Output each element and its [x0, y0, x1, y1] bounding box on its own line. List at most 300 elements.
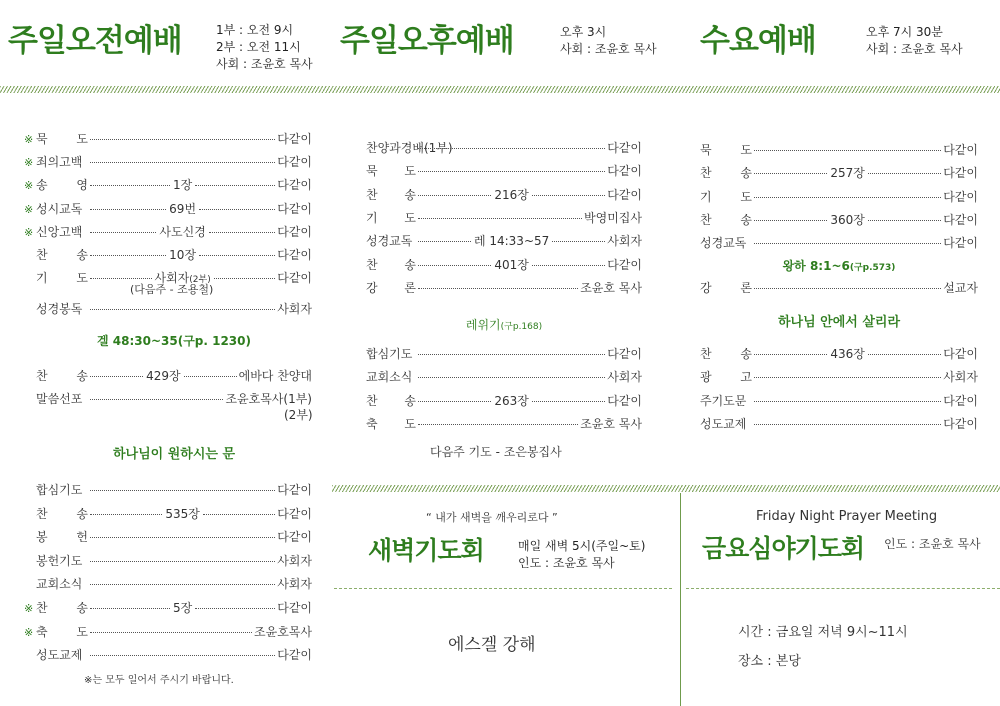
row-label-part: 송	[36, 178, 48, 193]
order-row	[366, 186, 642, 203]
leader-dots	[90, 490, 275, 491]
header-divider	[0, 86, 1000, 93]
order-row	[366, 162, 642, 179]
row-mid-text: 216장	[494, 187, 529, 202]
order-row	[36, 552, 312, 569]
friday-dash-divider	[686, 588, 1000, 589]
row-mid	[168, 246, 197, 263]
row-right: 조윤호목사(1부)	[225, 392, 312, 406]
row-right: 다같이	[277, 601, 313, 615]
row-right: 사회자	[607, 370, 642, 385]
leader-dots	[90, 209, 166, 210]
row-label-part: 헌	[76, 530, 88, 545]
row-label	[366, 256, 416, 273]
morning-sermon-row	[36, 390, 312, 407]
row-label	[700, 234, 752, 251]
row-label	[36, 575, 88, 592]
leader-dots	[754, 220, 827, 221]
leader-dots	[754, 401, 941, 402]
afternoon-sermon-title	[366, 316, 642, 333]
row-right: 다같이	[943, 189, 978, 204]
afternoon-info-line: 사회 : 조윤호 목사	[560, 42, 657, 56]
row-label-text: 신앙고백	[36, 224, 83, 239]
leader-dots	[754, 243, 941, 244]
row-mid-text: 436장	[830, 347, 865, 361]
friday-leader: 인도 : 조윤호 목사	[884, 537, 981, 551]
morning-sermon-second: (2부)	[284, 408, 313, 422]
row-mid	[164, 505, 201, 522]
row-mid-text: 레 14:33~57	[473, 234, 550, 249]
row-right: 조윤호목사	[254, 624, 312, 639]
leader-dots	[418, 288, 578, 289]
row-label-part: 도	[76, 271, 88, 286]
row-label	[36, 223, 88, 240]
dawn-quote: “ 내가 새벽을 깨우리로다 ”	[426, 511, 558, 524]
leader-dots	[90, 185, 170, 186]
friday-title: 금요심야기도회	[702, 534, 865, 563]
wednesday-sermon-row	[700, 279, 978, 296]
order-row	[700, 141, 978, 158]
row-label-text: 성경교독	[700, 236, 747, 251]
leader-dots	[868, 220, 941, 221]
morning-service-title: 주일오전예배	[8, 23, 182, 59]
wednesday-scripture-main: 왕하 8:1~6	[782, 259, 850, 273]
afternoon-service-title: 주일오후예배	[340, 23, 514, 59]
row-mid	[493, 186, 530, 203]
row-label: 성경봉독	[36, 302, 83, 316]
row-mid	[829, 211, 866, 228]
row-label	[700, 164, 752, 181]
leader-dots	[199, 255, 275, 256]
leader-dots	[418, 354, 605, 355]
leader-dots	[195, 608, 275, 609]
row-right: 다같이	[277, 201, 312, 216]
row-label-part: 송	[76, 369, 88, 383]
row-label-part: 론	[404, 280, 416, 295]
row-label-text: 합심기도	[366, 347, 413, 361]
row-right: 사회자	[607, 234, 643, 249]
row-mid-text: 5장	[173, 601, 193, 615]
leader-dots	[90, 255, 166, 256]
row-label	[36, 269, 88, 286]
row-label-part: 찬	[36, 248, 48, 262]
order-row	[366, 256, 642, 273]
row-right: 다같이	[277, 132, 312, 146]
row-label-part: 묵	[36, 132, 48, 146]
order-row	[700, 345, 978, 362]
row-label-part: 송	[404, 257, 416, 272]
row-label	[366, 392, 416, 409]
row-right: 사회자	[277, 577, 312, 592]
row-label-part: 찬	[36, 369, 48, 383]
row-label-part: 송	[76, 248, 88, 262]
row-label	[36, 130, 88, 147]
row-label-part: 도	[76, 132, 88, 146]
row-label-part: 찬	[700, 347, 712, 361]
row-label-part: 찬	[366, 393, 378, 408]
wednesday-info-line: 오후 7시 30분	[866, 25, 943, 39]
order-row: ※ 성시교독 69번 다같이	[24, 201, 312, 216]
row-right: 다같이	[607, 257, 642, 272]
row-right: 다같이	[943, 212, 978, 227]
order-row	[700, 415, 978, 432]
row-right: 다같이	[277, 506, 312, 521]
row-right: 다같이	[607, 164, 642, 179]
leader-dots	[868, 354, 941, 355]
leader-dots	[90, 537, 275, 538]
row-mid-text: 69번	[169, 201, 197, 216]
leader-dots	[90, 376, 143, 377]
row-label	[36, 623, 88, 640]
row-right: 에바다 찬양대	[238, 369, 312, 383]
leader-dots	[90, 278, 152, 279]
order-row: ※ 묵 도 다같이	[24, 132, 312, 146]
row-label	[36, 646, 88, 663]
row-right: 다같이	[943, 393, 978, 408]
row-label-part: 도	[404, 164, 416, 179]
row-right: 사회자	[277, 553, 312, 568]
row-label-part: 송	[404, 187, 416, 202]
row-right: 조윤호 목사	[580, 280, 642, 295]
leader-dots	[418, 148, 605, 149]
order-row	[366, 392, 642, 409]
row-mid-text: 사도신경	[159, 224, 206, 239]
row-label-text: 봉헌기도	[36, 553, 83, 568]
friday-place: 장소 : 본당	[738, 654, 801, 669]
row-label-part: 송	[76, 601, 88, 615]
row-label-part: 도	[740, 189, 752, 204]
row-label	[700, 211, 752, 228]
order-row	[36, 505, 312, 522]
row-label	[36, 528, 88, 545]
bottom-divider	[332, 485, 1000, 492]
leader-dots	[418, 195, 491, 196]
leader-dots	[90, 399, 223, 400]
row-label-part: 송	[404, 393, 416, 408]
row-label-part: 찬	[366, 187, 378, 202]
leader-dots	[754, 197, 941, 198]
row-label-text: 교회소식	[36, 577, 83, 592]
row-right: 사회자	[943, 370, 978, 385]
row-label-part: 강	[366, 280, 378, 295]
morning-scripture: 겔 48:30~35(구p. 1230)	[96, 334, 251, 348]
row-mid-text: 10장	[169, 248, 197, 262]
order-row	[366, 415, 642, 432]
row-label	[36, 246, 88, 263]
afternoon-title-main: 레위기	[465, 318, 501, 332]
row-label-part: 찬	[36, 601, 48, 615]
order-row	[366, 209, 642, 226]
row-label-part: 도	[404, 210, 416, 225]
order-row	[36, 646, 312, 663]
row-right: 다같이	[277, 178, 313, 193]
order-row	[366, 345, 642, 362]
order-row	[366, 368, 642, 385]
order-row	[700, 234, 978, 251]
order-row: ※ 찬 송 5장 다같이	[24, 601, 313, 615]
leader-dots	[532, 195, 605, 196]
row-mid-text: 360장	[830, 212, 865, 227]
row-right: 다같이	[943, 347, 978, 361]
leader-dots	[90, 655, 275, 656]
row-mid	[172, 176, 193, 193]
row-label	[36, 367, 88, 384]
leader-dots	[203, 514, 275, 515]
wednesday-scripture-ref: (구p.573)	[849, 263, 896, 273]
row-mid	[473, 232, 550, 249]
row-label-text: 교회소식	[366, 370, 413, 385]
row-label-part: 광	[700, 370, 712, 385]
row-label	[700, 345, 752, 362]
row-right: 다같이	[277, 155, 312, 170]
row-right: 박영미집사	[584, 210, 642, 225]
row-mid	[829, 345, 866, 362]
row-label	[700, 141, 752, 158]
friday-time: 시간 : 금요일 저녁 9시~11시	[738, 625, 908, 640]
wednesday-scripture	[700, 257, 978, 274]
leader-dots	[90, 584, 275, 585]
row-label	[36, 505, 88, 522]
row-label	[366, 232, 416, 249]
row-label-part: 기	[700, 189, 712, 204]
row-label	[36, 552, 88, 569]
row-mid-text: 1장	[173, 178, 193, 193]
row-label-text: 성도교제	[700, 416, 747, 431]
row-right: 다같이	[277, 248, 312, 262]
leader-dots	[90, 309, 275, 310]
morning-info-line: 사회 : 조윤호 목사	[216, 57, 313, 71]
dawn-dash-divider	[334, 588, 672, 589]
row-label	[36, 153, 88, 170]
row-label-part: 경배(1부)	[400, 141, 453, 155]
row-label	[36, 599, 88, 616]
wednesday-sermon-title: 하나님 안에서 살리라	[777, 315, 901, 330]
order-row	[36, 246, 312, 263]
leader-dots	[214, 278, 276, 279]
row-label-part: 찬	[36, 506, 48, 521]
row-label-part: 묵	[700, 143, 712, 157]
wednesday-service-info	[866, 24, 963, 58]
row-right: 다같이	[277, 648, 312, 663]
row-label	[700, 415, 752, 432]
row-label-part: 찬양과	[366, 141, 401, 155]
leader-dots	[90, 232, 156, 233]
row-right: 다같이	[277, 483, 312, 497]
leader-dots	[90, 139, 275, 140]
row-right: 다같이	[607, 347, 642, 361]
dawn-info-line: 매일 새벽 5시(주일~토)	[518, 539, 646, 553]
row-label-part: 도	[404, 416, 416, 431]
leader-dots	[552, 241, 605, 242]
leader-dots	[418, 377, 605, 378]
row-label	[366, 139, 453, 156]
wednesday-info-line: 사회 : 조윤호 목사	[866, 42, 963, 56]
leader-dots	[754, 424, 941, 425]
row-label-part: 찬	[700, 166, 712, 181]
row-right: 다같이	[277, 224, 312, 239]
row-right: 설교자	[943, 281, 978, 295]
dawn-title: 새벽기도회	[368, 536, 484, 565]
leader-dots	[90, 561, 275, 562]
row-right: 조윤호 목사	[580, 416, 642, 431]
morning-reading-row	[36, 300, 312, 317]
row-label	[366, 345, 416, 362]
row-right: 다같이	[943, 166, 978, 181]
row-label-text: 죄의고백	[36, 155, 83, 170]
order-row: ※ 축 도 조윤호목사	[24, 624, 312, 639]
row-label-part: 축	[366, 416, 378, 431]
row-label	[366, 279, 416, 296]
leader-dots	[754, 288, 941, 289]
leader-dots	[754, 173, 827, 174]
row-mid	[172, 599, 193, 616]
order-row: ※ 죄의고백 다같이	[24, 155, 312, 170]
row-mid: 429장	[146, 369, 181, 383]
row-label-part: 찬	[366, 257, 378, 272]
row-label: 말씀선포	[36, 392, 83, 406]
row-label	[36, 200, 88, 217]
order-row	[700, 392, 978, 409]
morning-sermon-title: 하나님이 원하시는 문	[112, 447, 236, 462]
row-label-part: 묵	[366, 164, 378, 179]
leader-dots	[90, 632, 252, 633]
morning-service-info	[216, 22, 313, 73]
leader-dots	[532, 265, 605, 266]
order-row	[366, 279, 642, 296]
row-label-text: 주기도문	[700, 393, 747, 408]
row-right: 다같이	[943, 416, 978, 431]
row-label-part: 고	[740, 370, 752, 385]
row-label	[700, 368, 752, 385]
row-right: 다같이	[943, 236, 978, 251]
leader-dots	[90, 514, 162, 515]
row-label-part: 송	[740, 212, 752, 227]
leader-dots	[90, 162, 275, 163]
row-mid-text: 401장	[494, 257, 529, 272]
row-mid-text: 263장	[494, 393, 529, 408]
afternoon-title-ref: (구p.168)	[500, 322, 543, 332]
row-label-part: 도	[740, 143, 752, 157]
order-row: ※ 신앙고백 사도신경 다같이	[24, 224, 312, 239]
row-right: 다같이	[607, 141, 642, 155]
row-label	[700, 279, 752, 296]
row-label-part: 축	[36, 624, 48, 639]
row-mid-text: 257장	[830, 166, 865, 181]
morning-footnote: ※는 모두 일어서 주시기 바랍니다.	[84, 675, 234, 686]
leader-dots	[209, 232, 275, 233]
row-mid	[493, 256, 530, 273]
friday-subtitle: Friday Night Prayer Meeting	[756, 509, 938, 524]
row-mid-text: 사회자	[154, 271, 190, 286]
row-label	[366, 209, 416, 226]
leader-dots	[90, 608, 170, 609]
order-row	[700, 188, 978, 205]
dawn-info-line: 인도 : 조윤호 목사	[518, 556, 615, 570]
order-row	[366, 232, 642, 249]
row-label	[36, 481, 88, 498]
order-row	[36, 481, 312, 498]
row-label-part: 강	[700, 281, 712, 295]
row-right: 다같이	[277, 271, 313, 286]
order-row	[700, 164, 978, 181]
row-label-part: 기	[36, 271, 48, 286]
row-label-part: 기	[366, 210, 378, 225]
row-label-text: 성시교독	[36, 201, 83, 216]
row-label-part: 송	[76, 506, 88, 521]
wednesday-service-title: 수요예배	[700, 23, 816, 59]
row-label-part: 론	[740, 281, 752, 295]
leader-dots	[418, 265, 491, 266]
row-right: 다같이	[607, 187, 642, 202]
row-mid-small: (2부)	[189, 275, 211, 286]
order-row	[700, 211, 978, 228]
row-label-text: 성경교독	[366, 234, 413, 249]
leader-dots	[754, 150, 941, 151]
afternoon-next-prayer: 다음주 기도 - 조은봉집사	[430, 445, 562, 459]
leader-dots	[418, 401, 491, 402]
row-right: 다같이	[943, 143, 978, 157]
morning-hymn-row	[36, 367, 312, 384]
row-right: 다같이	[607, 393, 642, 408]
order-row	[36, 528, 312, 545]
row-mid	[158, 223, 206, 240]
leader-dots	[418, 424, 578, 425]
morning-info-line: 1부 : 오전 9시	[216, 23, 294, 37]
row-label-part: 찬	[700, 212, 712, 227]
row-label-part: 영	[76, 178, 88, 193]
leader-dots	[184, 376, 237, 377]
leader-dots	[199, 209, 275, 210]
row-mid	[829, 164, 866, 181]
order-row	[366, 139, 642, 156]
afternoon-service-info	[560, 24, 657, 58]
leader-dots	[754, 377, 941, 378]
morning-next-prayer: (다음주 - 조용철)	[130, 283, 214, 296]
row-label-part: 송	[740, 166, 752, 181]
dawn-info	[518, 538, 645, 572]
dawn-topic: 에스겔 강해	[448, 635, 536, 655]
leader-dots	[532, 401, 605, 402]
row-label-part: 도	[76, 624, 88, 639]
row-label	[366, 368, 416, 385]
leader-dots	[418, 171, 605, 172]
row-mid	[493, 392, 530, 409]
leader-dots	[754, 354, 827, 355]
row-label	[366, 186, 416, 203]
morning-info-line: 2부 : 오전 11시	[216, 40, 301, 54]
row-label	[700, 392, 752, 409]
row-label	[700, 188, 752, 205]
row-right: 다같이	[277, 530, 312, 545]
row-right: 사회자	[277, 302, 312, 316]
leader-dots	[418, 218, 582, 219]
order-row: ※ 송 영 1장 다같이	[24, 178, 313, 193]
row-mid-text: 535장	[165, 506, 200, 521]
order-row	[700, 368, 978, 385]
row-label	[36, 176, 88, 193]
panel-divider	[680, 493, 681, 706]
afternoon-info-line: 오후 3시	[560, 25, 607, 39]
leader-dots	[418, 241, 471, 242]
row-label-part: 송	[740, 347, 752, 361]
order-row	[36, 575, 312, 592]
row-label-text: 성도교제	[36, 648, 83, 663]
leader-dots	[195, 185, 275, 186]
row-label-part: 봉	[36, 530, 48, 545]
row-label	[366, 162, 416, 179]
leader-dots	[868, 173, 941, 174]
row-label	[366, 415, 416, 432]
